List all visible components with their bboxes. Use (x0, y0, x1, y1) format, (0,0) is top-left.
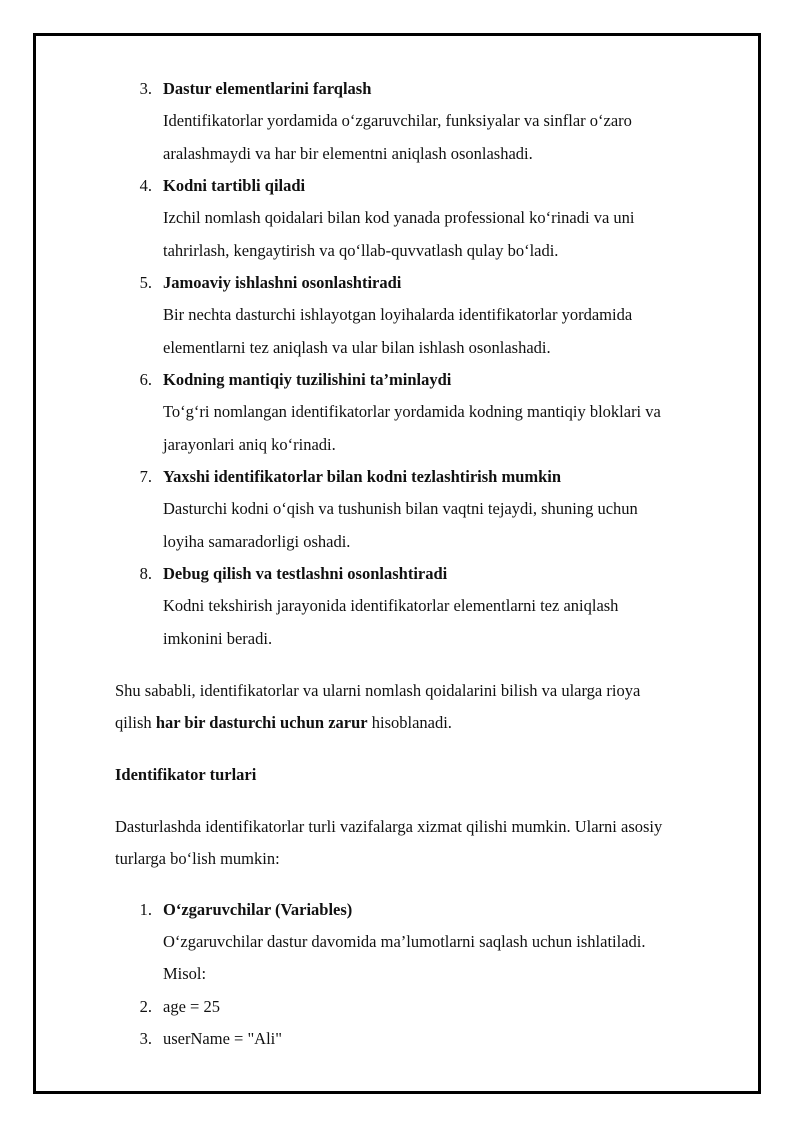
list-item-desc: To‘g‘ri nomlangan identifikatorlar yordamida kodning mantiqiy bloklari va (163, 402, 661, 421)
list-item-desc: tahrirlash, kengaytirish va qo‘llab-quvvatlash qulay bo‘ladi. (163, 241, 559, 260)
conclusion-line: qilish har bir dasturchi uchun zarur hisoblanadi. (115, 713, 452, 732)
section-heading: Identifikator turlari (115, 765, 257, 784)
list-item-number: 6. (139, 370, 152, 389)
list-item-desc: jarayonlari aniq ko‘rinadi. (163, 435, 336, 454)
list-item-number: 5. (139, 273, 152, 292)
code-example: userName = "Ali" (163, 1029, 282, 1048)
list-item-desc: Dasturchi kodni o‘qish va tushunish bilan vaqtni tejaydi, shuning uchun (163, 499, 638, 518)
list-item-desc: Identifikatorlar yordamida o‘zgaruvchilar, funksiyalar va sinflar o‘zaro (163, 111, 632, 130)
list-item-desc: O‘zgaruvchilar dastur davomida ma’lumotlarni saqlash uchun ishlatiladi. (163, 932, 646, 951)
list-item-number: 4. (139, 176, 152, 195)
list-item-number: 8. (139, 564, 152, 583)
conclusion-line: Shu sababli, identifikatorlar va ularni nomlash qoidalarini bilish va ularga rioya (115, 681, 641, 700)
list-item-number: 2. (139, 997, 152, 1016)
list-item-number: 7. (139, 467, 152, 486)
intro-line: turlarga bo‘lish mumkin: (115, 849, 280, 868)
list-item-number: 1. (139, 900, 152, 919)
list-item-desc: elementlarni tez aniqlash va ular bilan ishlash osonlashadi. (163, 338, 551, 357)
conclusion-emphasis: har bir dasturchi uchun zarur (155, 713, 368, 732)
list-item-title: Debug qilish va testlashni osonlashtiradi (163, 564, 448, 583)
list-item-desc: Izchil nomlash qoidalari bilan kod yanada professional ko‘rinadi va uni (163, 208, 635, 227)
list-item-desc: Bir nechta dasturchi ishlayotgan loyihalarda identifikatorlar yordamida (163, 305, 633, 324)
list-item-desc: aralashmaydi va har bir elementni aniqlash osonlashadi. (163, 144, 533, 163)
list-item-desc: Kodni tekshirish jarayonida identifikatorlar elementlarni tez aniqlash (163, 596, 619, 615)
list-item-number: 3. (139, 79, 152, 98)
code-example: age = 25 (163, 997, 220, 1016)
list-item-desc: loyiha samaradorligi oshadi. (163, 532, 351, 551)
list-item-title: O‘zgaruvchilar (Variables) (163, 900, 353, 919)
list-item-title: Yaxshi identifikatorlar bilan kodni tezlashtirish mumkin (163, 467, 562, 486)
list-item-title: Dastur elementlarini farqlash (163, 79, 372, 98)
list-item-title: Jamoaviy ishlashni osonlashtiradi (163, 273, 402, 292)
intro-line: Dasturlashda identifikatorlar turli vazifalarga xizmat qilishi mumkin. Ularni asosiy (115, 817, 663, 836)
list-item-title: Kodning mantiqiy tuzilishini ta’minlaydi (163, 370, 452, 389)
list-item-desc: Misol: (163, 964, 207, 983)
list-item-desc: imkonini beradi. (163, 629, 273, 648)
list-item-number: 3. (139, 1029, 152, 1048)
list-item-title: Kodni tartibli qiladi (163, 176, 306, 195)
